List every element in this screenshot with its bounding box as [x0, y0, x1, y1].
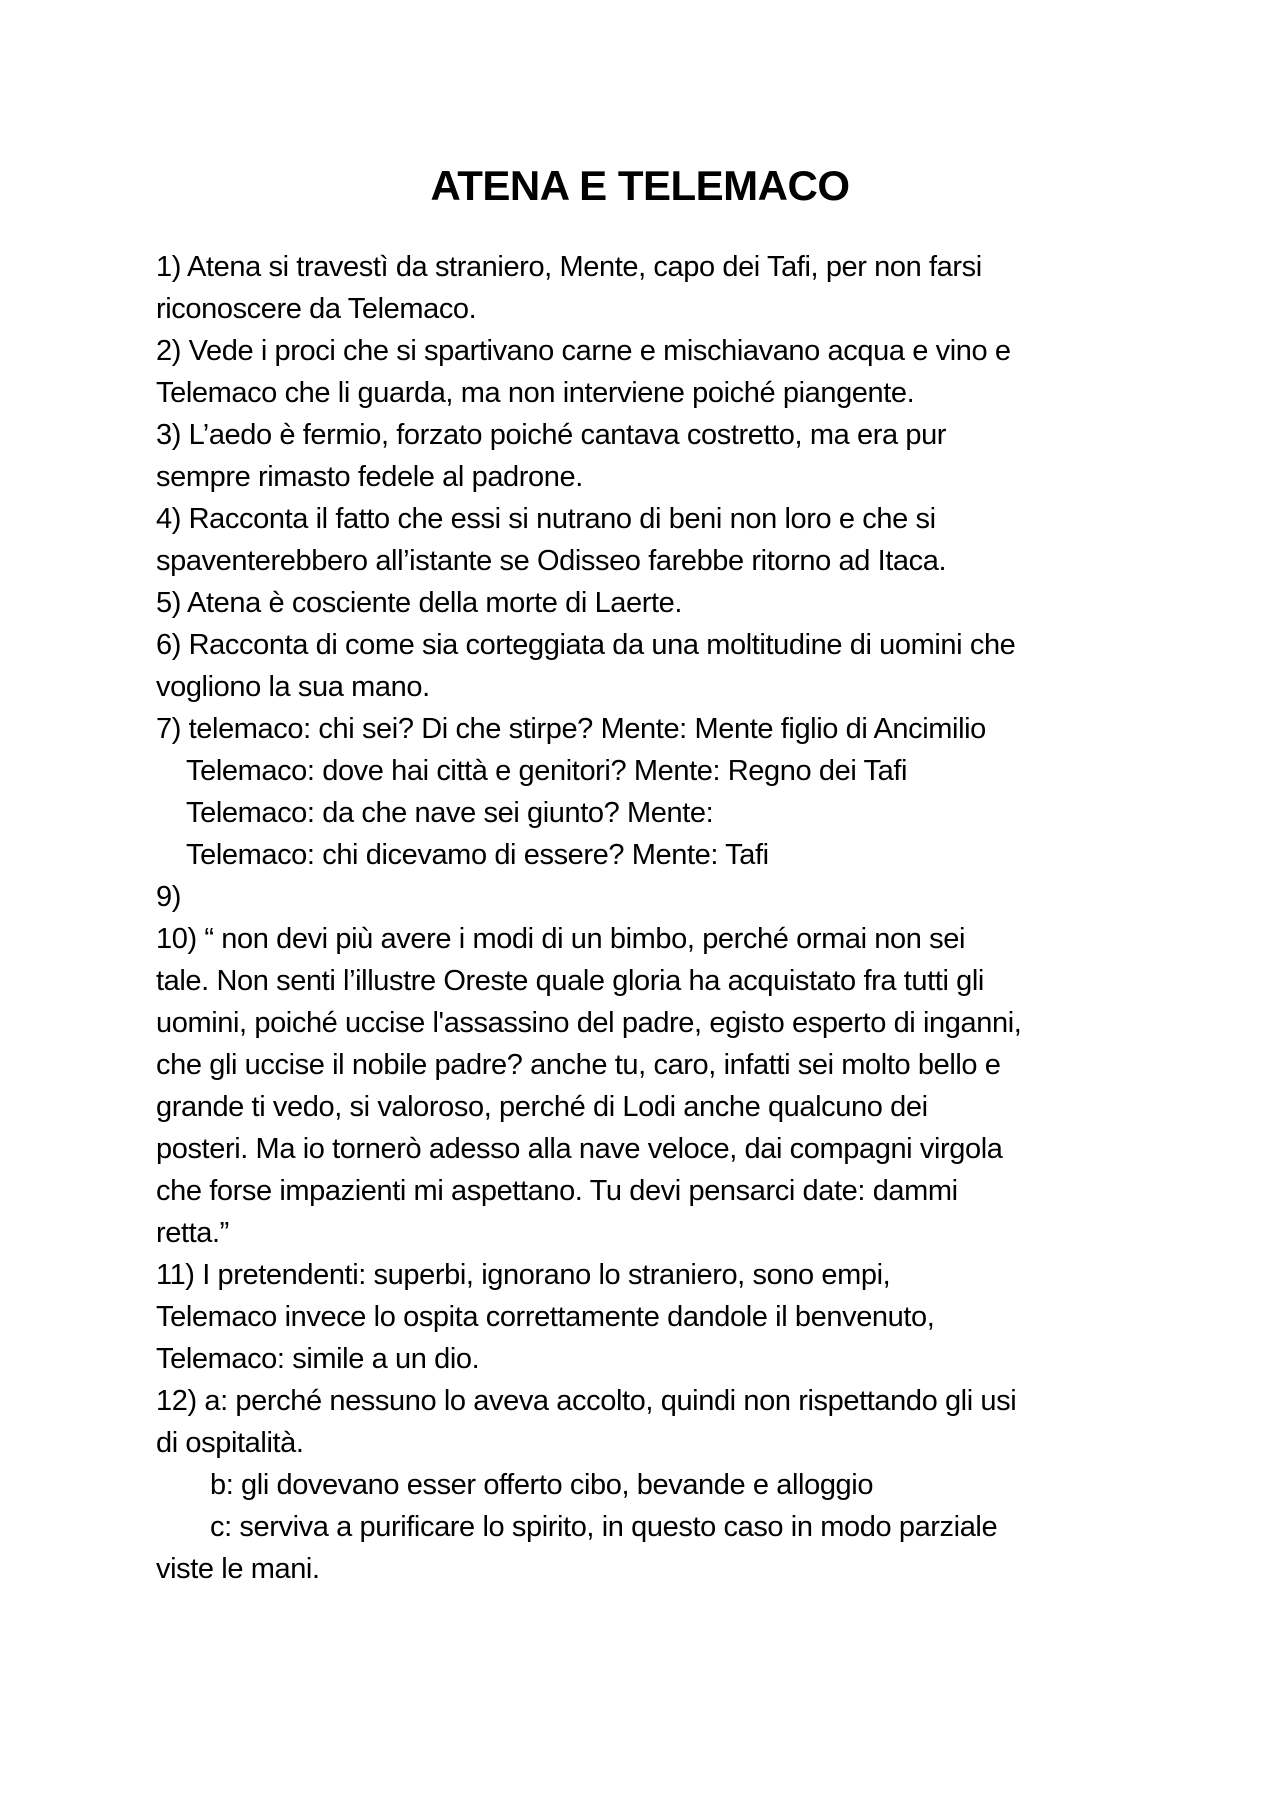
text-line: tale. Non senti l’illustre Oreste quale gloria ha acquistato fra tutti gli — [156, 965, 984, 997]
document-body — [156, 246, 1136, 1590]
text-line: grande ti vedo, si valoroso, perché di Lodi anche qualcuno dei — [156, 1091, 928, 1123]
text-line: Telemaco: chi dicevamo di essere? Mente: Tafi — [186, 839, 769, 871]
text-line: posteri. Ma io tornerò adesso alla nave veloce, dai compagni virgola — [156, 1133, 1003, 1165]
text-line: spaventerebbero all’istante se Odisseo farebbe ritorno ad Itaca. — [156, 545, 947, 577]
text-line: che forse impazienti mi aspettano. Tu devi pensarci date: dammi — [156, 1175, 958, 1207]
text-line: Telemaco che li guarda, ma non interviene poiché piangente. — [156, 377, 915, 409]
text-line: 2) Vede i proci che si spartivano carne e mischiavano acqua e vino e — [156, 335, 1011, 367]
text-line: 5) Atena è cosciente della morte di Laerte. — [156, 587, 683, 619]
text-line: 6) Racconta di come sia corteggiata da una moltitudine di uomini che — [156, 629, 1016, 661]
text-line: Telemaco: simile a un dio. — [156, 1343, 480, 1375]
text-line: Telemaco: da che nave sei giunto? Mente: — [186, 797, 714, 829]
text-line: di ospitalità. — [156, 1427, 304, 1459]
text-line: 4) Racconta il fatto che essi si nutrano di beni non loro e che si — [156, 503, 936, 535]
text-line: 9) — [156, 881, 181, 913]
text-line: 3) L’aedo è fermio, forzato poiché cantava costretto, ma era pur — [156, 419, 947, 451]
text-line: vogliono la sua mano. — [156, 671, 430, 703]
text-line: Telemaco: dove hai città e genitori? Mente: Regno dei Tafi — [186, 755, 908, 787]
text-line: riconoscere da Telemaco. — [156, 293, 477, 325]
text-line: retta.” — [156, 1217, 229, 1249]
text-line: che gli uccise il nobile padre? anche tu, caro, infatti sei molto bello e — [156, 1049, 1001, 1081]
text-line: viste le mani. — [156, 1553, 320, 1585]
text-line: b: gli dovevano esser offerto cibo, bevande e alloggio — [210, 1469, 874, 1501]
text-line: sempre rimasto fedele al padrone. — [156, 461, 583, 493]
text-line: Telemaco invece lo ospita correttamente dandole il benvenuto, — [156, 1301, 935, 1333]
text-line: c: serviva a purificare lo spirito, in questo caso in modo parziale — [210, 1511, 998, 1543]
text-line: 12) a: perché nessuno lo aveva accolto, quindi non rispettando gli usi — [156, 1385, 1017, 1417]
text-line: 11) I pretendenti: superbi, ignorano lo straniero, sono empi, — [156, 1259, 891, 1291]
text-line: 7) telemaco: chi sei? Di che stirpe? Mente: Mente figlio di Ancimilio — [156, 713, 986, 745]
document-title: ATENA E TELEMACO — [430, 162, 850, 209]
text-line: 10) “ non devi più avere i modi di un bimbo, perché ormai non sei — [156, 923, 966, 955]
text-line: 1) Atena si travestì da straniero, Mente, capo dei Tafi, per non farsi — [156, 251, 982, 283]
text-line: uomini, poiché uccise l'assassino del padre, egisto esperto di inganni, — [156, 1007, 1022, 1039]
